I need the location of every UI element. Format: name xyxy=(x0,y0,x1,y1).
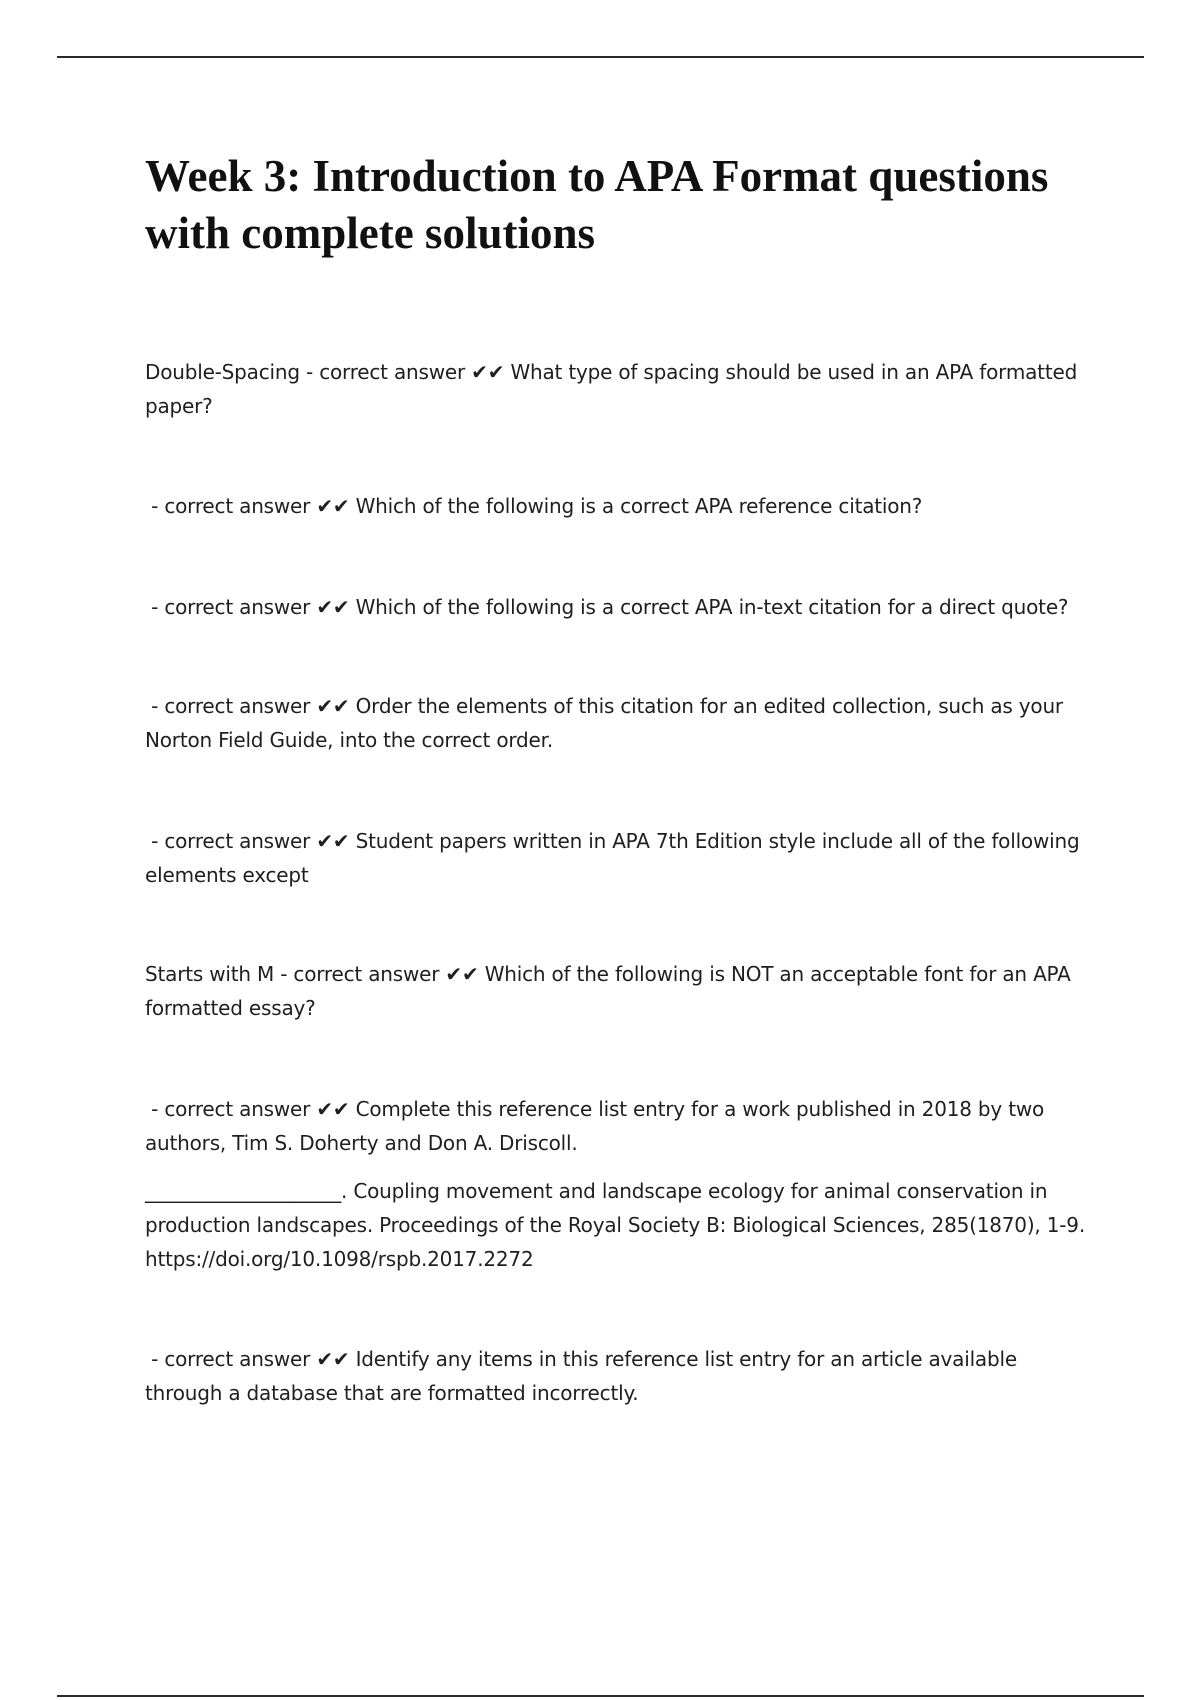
question-text: Which of the following is NOT an acceptable font for an APA formatted essay? xyxy=(145,962,1077,1020)
answer-text: Starts with M xyxy=(145,962,275,986)
answer-separator: - correct answer ✔✔ xyxy=(299,360,511,384)
answer-text: Double-Spacing xyxy=(145,360,300,384)
answer-separator: - correct answer ✔✔ xyxy=(145,829,356,853)
answer-separator: - correct answer ✔✔ xyxy=(145,1097,356,1121)
qa-entry xyxy=(145,355,1095,423)
question-text: Student papers written in APA 7th Edition style include all of the following elements except xyxy=(145,829,1086,887)
qa-entry xyxy=(145,590,1095,624)
question-text: Which of the following is a correct APA reference citation? xyxy=(355,494,923,518)
bottom-rule xyxy=(57,1695,1144,1697)
answer-separator: - correct answer ✔✔ xyxy=(145,494,356,518)
question-text: What type of spacing should be used in an APA formatted paper? xyxy=(145,360,1084,418)
qa-entry xyxy=(145,957,1095,1025)
answer-separator: - correct answer ✔✔ xyxy=(145,694,356,718)
qa-entry xyxy=(145,824,1095,892)
question-text: Identify any items in this reference list entry for an article available through a database that are formatted incorrectly. xyxy=(145,1347,1024,1405)
qa-entry xyxy=(145,1092,1095,1160)
qa-entry xyxy=(145,689,1095,757)
answer-separator: - correct answer ✔✔ xyxy=(145,595,356,619)
qa-entry xyxy=(145,489,1095,523)
answer-separator: - correct answer ✔✔ xyxy=(145,1347,356,1371)
question-text: Complete this reference list entry for a work published in 2018 by two authors, Tim S. Doherty and Don A. Driscoll. xyxy=(145,1097,1051,1155)
question-text: Order the elements of this citation for an edited collection, such as your Norton Field Guide, into the correct order. xyxy=(145,694,1070,752)
question-text: Which of the following is a correct APA in-text citation for a direct quote? xyxy=(355,595,1069,619)
qa-entry xyxy=(145,1342,1095,1410)
document-title: Week 3: Introduction to APA Format questions with complete solutions xyxy=(145,151,1049,258)
reference-entry: ____________________. Coupling movement and landscape ecology for animal conservation in production landscapes. Proceedings of the Royal Society B: Biological Sciences, 285(1870), 1-9. https://doi.org/10.1098/rspb.2017.2272 xyxy=(145,1179,1085,1271)
answer-separator: - correct answer ✔✔ xyxy=(274,962,485,986)
top-rule xyxy=(57,56,1144,58)
